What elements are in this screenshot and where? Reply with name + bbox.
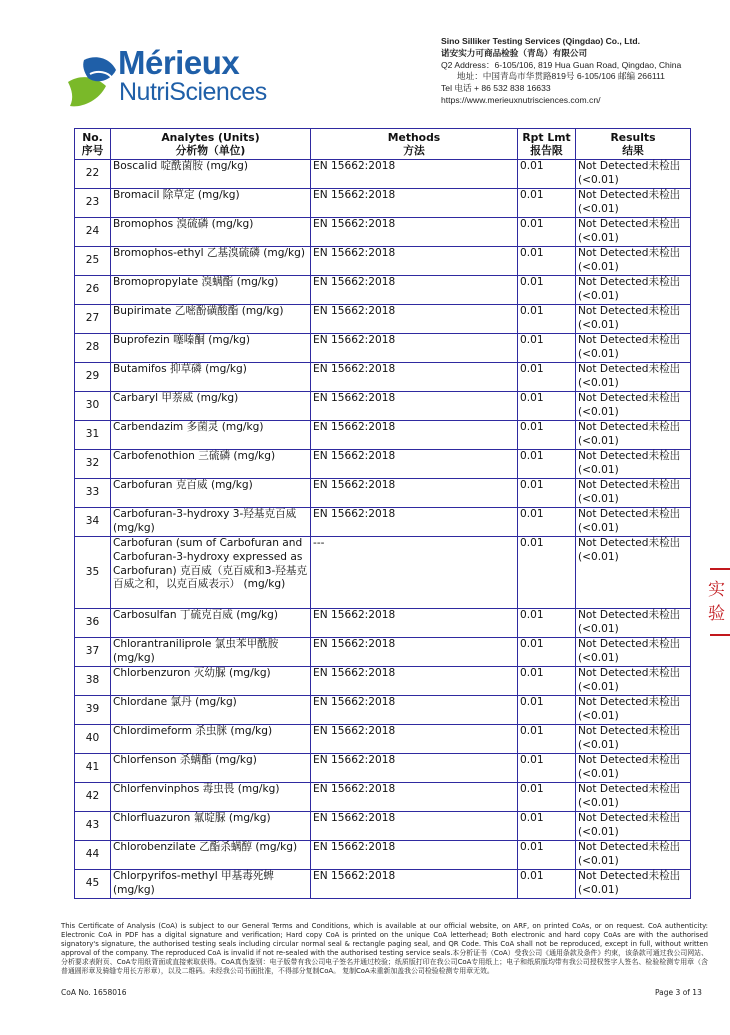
cell-no: 31 — [75, 421, 111, 450]
table-row — [75, 812, 691, 841]
address-cn: 地址：中国青岛市华贯路819号 6-105/106 邮编 266111 — [457, 71, 665, 82]
cell-no: 23 — [75, 189, 111, 218]
cell-no: 38 — [75, 667, 111, 696]
cell-result: Not Detected未检出(<0.01) — [576, 421, 691, 450]
header-methods: Methods 方法 — [311, 129, 518, 160]
cell-analyte: Bromophos-ethyl 乙基溴硫磷 (mg/kg) — [111, 247, 311, 276]
cell-rpt-lmt: 0.01 — [518, 363, 576, 392]
cell-no: 27 — [75, 305, 111, 334]
cell-result: Not Detected未检出(<0.01) — [576, 508, 691, 537]
cell-method: EN 15662:2018 — [311, 334, 518, 363]
cell-no: 25 — [75, 247, 111, 276]
table-row — [75, 305, 691, 334]
disclaimer — [61, 922, 708, 976]
cell-analyte: Carbofuran-3-hydroxy 3-羟基克百威 (mg/kg) — [111, 508, 311, 537]
table-row — [75, 609, 691, 638]
table-row — [75, 334, 691, 363]
cell-method: EN 15662:2018 — [311, 508, 518, 537]
cell-result: Not Detected未检出(<0.01) — [576, 189, 691, 218]
cell-analyte: Chlordimeform 杀虫脒 (mg/kg) — [111, 725, 311, 754]
cell-analyte: Carbofuran (sum of Carbofuran and Carbofuran-3-hydroxy expressed as Carbofuran) 克百威（克百威和3-羟基克百威之和，以克百威表示） (mg/kg) — [111, 537, 311, 609]
cell-result: Not Detected未检出(<0.01) — [576, 609, 691, 638]
page-number: Page 3 of 13 — [655, 988, 702, 997]
table-row — [75, 841, 691, 870]
cell-no: 42 — [75, 783, 111, 812]
table-header-row — [75, 129, 691, 160]
cell-no: 29 — [75, 363, 111, 392]
seal-rule-bottom — [710, 634, 730, 636]
cell-method: EN 15662:2018 — [311, 783, 518, 812]
table-row — [75, 392, 691, 421]
cell-rpt-lmt: 0.01 — [518, 537, 576, 609]
table-row — [75, 638, 691, 667]
cell-result: Not Detected未检出(<0.01) — [576, 841, 691, 870]
cell-method: EN 15662:2018 — [311, 392, 518, 421]
table-row — [75, 218, 691, 247]
cell-rpt-lmt: 0.01 — [518, 638, 576, 667]
cell-analyte: Chlorpyrifos-methyl 甲基毒死蜱 (mg/kg) — [111, 870, 311, 899]
cell-result: Not Detected未检出(<0.01) — [576, 725, 691, 754]
cell-result: Not Detected未检出(<0.01) — [576, 305, 691, 334]
cell-analyte: Chlorfluazuron 氟啶脲 (mg/kg) — [111, 812, 311, 841]
cell-method: EN 15662:2018 — [311, 841, 518, 870]
cell-result: Not Detected未检出(<0.01) — [576, 160, 691, 189]
cell-result: Not Detected未检出(<0.01) — [576, 537, 691, 609]
cell-method: EN 15662:2018 — [311, 363, 518, 392]
cell-rpt-lmt: 0.01 — [518, 218, 576, 247]
cell-rpt-lmt: 0.01 — [518, 334, 576, 363]
cell-analyte: Butamifos 抑草磷 (mg/kg) — [111, 363, 311, 392]
cell-analyte: Carbaryl 甲萘威 (mg/kg) — [111, 392, 311, 421]
table-row — [75, 363, 691, 392]
cell-no: 26 — [75, 276, 111, 305]
cell-no: 43 — [75, 812, 111, 841]
cell-rpt-lmt: 0.01 — [518, 754, 576, 783]
cell-rpt-lmt: 0.01 — [518, 479, 576, 508]
table-row — [75, 479, 691, 508]
cell-no: 44 — [75, 841, 111, 870]
cell-result: Not Detected未检出(<0.01) — [576, 392, 691, 421]
table-row — [75, 160, 691, 189]
cell-method: EN 15662:2018 — [311, 667, 518, 696]
cell-rpt-lmt: 0.01 — [518, 609, 576, 638]
cell-method: EN 15662:2018 — [311, 479, 518, 508]
table-row — [75, 725, 691, 754]
cell-no: 35 — [75, 537, 111, 609]
cell-result: Not Detected未检出(<0.01) — [576, 247, 691, 276]
cell-method: EN 15662:2018 — [311, 421, 518, 450]
cell-no: 28 — [75, 334, 111, 363]
table-row — [75, 450, 691, 479]
cell-analyte: Chlorantraniliprole 氯虫苯甲酰胺 (mg/kg) — [111, 638, 311, 667]
cell-result: Not Detected未检出(<0.01) — [576, 479, 691, 508]
cell-method: --- — [311, 537, 518, 609]
cell-rpt-lmt: 0.01 — [518, 725, 576, 754]
disclaimer-cn: 本分析证书（CoA）受我公司《通用条款及条件》约束，该条款可通过我公司网站、分析要求表附页、CoA专用纸背面或直接索取获得。CoA真伪鉴别：电子版带有我公司电子签名并通过校验；纸质版打印在我公司CoA专用纸上；电子和纸质版均带有我公司授权签字人签名、检验检测专用章（含普通圆形章及骑缝专用长方形章），以及二维码。未经我公司书面批准，不得部分复制CoA。 复制CoA未重新加盖我公司检验检测专用章无效。 — [61, 949, 708, 975]
cell-no: 32 — [75, 450, 111, 479]
cell-rpt-lmt: 0.01 — [518, 870, 576, 899]
cell-method: EN 15662:2018 — [311, 276, 518, 305]
cell-analyte: Chlorbenzuron 灭幼脲 (mg/kg) — [111, 667, 311, 696]
cell-no: 41 — [75, 754, 111, 783]
table-row — [75, 247, 691, 276]
cell-rpt-lmt: 0.01 — [518, 696, 576, 725]
table-row — [75, 754, 691, 783]
seal-rule-top — [710, 568, 730, 570]
cell-result: Not Detected未检出(<0.01) — [576, 783, 691, 812]
cell-result: Not Detected未检出(<0.01) — [576, 812, 691, 841]
cell-analyte: Bromophos 溴硫磷 (mg/kg) — [111, 218, 311, 247]
header-rpt-lmt: Rpt Lmt 报告限 — [518, 129, 576, 160]
company-name-cn: 诺安实力可商品检验（青岛）有限公司 — [441, 47, 588, 58]
cell-result: Not Detected未检出(<0.01) — [576, 276, 691, 305]
leaf-logo-icon — [66, 52, 124, 110]
cell-rpt-lmt: 0.01 — [518, 508, 576, 537]
cell-rpt-lmt: 0.01 — [518, 421, 576, 450]
table-row — [75, 783, 691, 812]
cell-result: Not Detected未检出(<0.01) — [576, 450, 691, 479]
cell-analyte: Chlorobenzilate 乙酯杀螨醇 (mg/kg) — [111, 841, 311, 870]
cell-method: EN 15662:2018 — [311, 638, 518, 667]
cell-result: Not Detected未检出(<0.01) — [576, 334, 691, 363]
cell-result: Not Detected未检出(<0.01) — [576, 870, 691, 899]
cell-method: EN 15662:2018 — [311, 450, 518, 479]
cell-rpt-lmt: 0.01 — [518, 450, 576, 479]
cell-no: 24 — [75, 218, 111, 247]
coa-number: CoA No. 1658016 — [61, 988, 127, 997]
cell-result: Not Detected未检出(<0.01) — [576, 218, 691, 247]
cell-result: Not Detected未检出(<0.01) — [576, 638, 691, 667]
cell-result: Not Detected未检出(<0.01) — [576, 667, 691, 696]
cell-method: EN 15662:2018 — [311, 754, 518, 783]
cell-rpt-lmt: 0.01 — [518, 276, 576, 305]
cell-rpt-lmt: 0.01 — [518, 189, 576, 218]
seal-char-1: 实 — [708, 580, 725, 600]
header-no: No. 序号 — [75, 129, 111, 160]
table-row — [75, 667, 691, 696]
telephone: Tel 电话 + 86 532 838 16633 — [441, 83, 551, 94]
cell-analyte: Chlordane 氯丹 (mg/kg) — [111, 696, 311, 725]
logo-text-merieux: Mérieux — [118, 44, 240, 81]
cell-analyte: Chlorfenvinphos 毒虫畏 (mg/kg) — [111, 783, 311, 812]
cell-analyte: Chlorfenson 杀螨酯 (mg/kg) — [111, 754, 311, 783]
cell-no: 37 — [75, 638, 111, 667]
results-table — [74, 128, 691, 899]
cell-no: 33 — [75, 479, 111, 508]
cell-no: 22 — [75, 160, 111, 189]
cell-rpt-lmt: 0.01 — [518, 392, 576, 421]
cell-rpt-lmt: 0.01 — [518, 783, 576, 812]
cell-analyte: Bupirimate 乙嘧酚磺酸酯 (mg/kg) — [111, 305, 311, 334]
cell-no: 39 — [75, 696, 111, 725]
cell-no: 40 — [75, 725, 111, 754]
cell-method: EN 15662:2018 — [311, 696, 518, 725]
cell-analyte: Bromacil 除草定 (mg/kg) — [111, 189, 311, 218]
company-name-en: Sino Silliker Testing Services (Qingdao) Co., Ltd. — [441, 36, 640, 46]
cell-result: Not Detected未检出(<0.01) — [576, 696, 691, 725]
seal-char-2: 验 — [708, 604, 725, 624]
cell-result: Not Detected未检出(<0.01) — [576, 754, 691, 783]
company-info — [441, 36, 681, 107]
cell-method: EN 15662:2018 — [311, 609, 518, 638]
cell-method: EN 15662:2018 — [311, 160, 518, 189]
cell-analyte: Buprofezin 噻嗪酮 (mg/kg) — [111, 334, 311, 363]
disclaimer-en: This Certificate of Analysis (CoA) is subject to our General Terms and Conditions, which is available at our official website, on ARF, on printed CoAs, or on request. CoA authenticity: Electronic CoA in PDF has a digital signature and verification; Hard copy CoA is printed on the unique CoA letterhead; Both electronic and hard copy CoAs are with the authorised signatory's signature, the authorised testing seals including circular normal seal & rectangle paging seal, and QR Code. This CoA shall not be reproduced, except in full, without written approval of the company. The reproduced CoA is invalid if not re-sealed with the authorised testing service seals. — [61, 922, 708, 957]
cell-rpt-lmt: 0.01 — [518, 247, 576, 276]
cell-method: EN 15662:2018 — [311, 305, 518, 334]
table-row — [75, 276, 691, 305]
cell-rpt-lmt: 0.01 — [518, 305, 576, 334]
cell-result: Not Detected未检出(<0.01) — [576, 363, 691, 392]
logo-text-nutrisciences: NutriSciences — [119, 78, 267, 106]
cell-rpt-lmt: 0.01 — [518, 812, 576, 841]
website-link[interactable]: https://www.merieuxnutrisciences.com.cn/ — [441, 94, 601, 105]
cell-analyte: Carbosulfan 丁硫克百威 (mg/kg) — [111, 609, 311, 638]
table-row — [75, 696, 691, 725]
header-results: Results 结果 — [576, 129, 691, 160]
cell-rpt-lmt: 0.01 — [518, 841, 576, 870]
cell-analyte: Carbendazim 多菌灵 (mg/kg) — [111, 421, 311, 450]
cell-method: EN 15662:2018 — [311, 218, 518, 247]
cell-method: EN 15662:2018 — [311, 812, 518, 841]
cell-no: 34 — [75, 508, 111, 537]
address-en: Q2 Address：6-105/106, 819 Hua Guan Road, Qingdao, China — [441, 59, 682, 70]
cell-rpt-lmt: 0.01 — [518, 667, 576, 696]
cell-analyte: Boscalid 啶酰菌胺 (mg/kg) — [111, 160, 311, 189]
red-paging-seal — [708, 560, 730, 660]
table-row — [75, 189, 691, 218]
header-analytes: Analytes (Units) 分析物（单位) — [111, 129, 311, 160]
cell-analyte: Carbofenothion 三硫磷 (mg/kg) — [111, 450, 311, 479]
cell-method: EN 15662:2018 — [311, 247, 518, 276]
cell-no: 30 — [75, 392, 111, 421]
cell-no: 36 — [75, 609, 111, 638]
table-row — [75, 870, 691, 899]
cell-rpt-lmt: 0.01 — [518, 160, 576, 189]
table-row — [75, 421, 691, 450]
table-row — [75, 537, 691, 609]
cell-method: EN 15662:2018 — [311, 870, 518, 899]
cell-no: 45 — [75, 870, 111, 899]
cell-analyte: Carbofuran 克百威 (mg/kg) — [111, 479, 311, 508]
merieux-logo — [66, 44, 267, 108]
table-row — [75, 508, 691, 537]
cell-method: EN 15662:2018 — [311, 725, 518, 754]
cell-method: EN 15662:2018 — [311, 189, 518, 218]
cell-analyte: Bromopropylate 溴螨酯 (mg/kg) — [111, 276, 311, 305]
